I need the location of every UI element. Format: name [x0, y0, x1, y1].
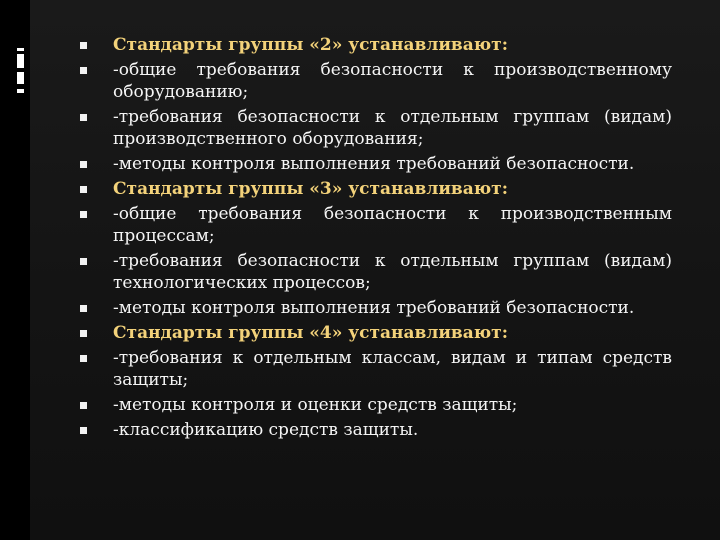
list-item-text: -требования к отдельным классам, видам и типам средств защиты;	[113, 348, 672, 390]
list-item-text: -общие требования безопасности к производственным процессам;	[113, 204, 672, 246]
decor-bar	[17, 72, 24, 84]
square-bullet-icon	[80, 161, 87, 168]
decor-bar	[17, 48, 24, 51]
square-bullet-icon	[80, 402, 87, 409]
square-bullet-icon	[80, 42, 87, 49]
list-item	[76, 297, 672, 319]
list-item-text: -требования безопасности к отдельным группам (видам) производственного оборудования;	[113, 107, 672, 149]
square-bullet-icon	[80, 67, 87, 74]
list-item	[76, 106, 672, 150]
list-item-text: -методы контроля выполнения требований безопасности.	[113, 154, 635, 174]
list-item	[76, 250, 672, 294]
list-item-text: -классификацию средств защиты.	[113, 420, 419, 440]
list-item-text: -методы контроля и оценки средств защиты;	[113, 395, 518, 415]
list-item	[76, 203, 672, 247]
square-bullet-icon	[80, 186, 87, 193]
square-bullet-icon	[80, 258, 87, 265]
list-item-text: -требования безопасности к отдельным группам (видам) технологических процессов;	[113, 251, 672, 293]
bullet-list	[76, 34, 672, 444]
list-item	[76, 394, 672, 416]
square-bullet-icon	[80, 305, 87, 312]
square-bullet-icon	[80, 355, 87, 362]
list-item-text: Стандарты группы «4» устанавливают:	[113, 323, 508, 343]
list-item	[76, 419, 672, 441]
square-bullet-icon	[80, 330, 87, 337]
list-item-text: -общие требования безопасности к производственному оборудованию;	[113, 60, 672, 102]
square-bullet-icon	[80, 114, 87, 121]
list-item-heading	[76, 34, 672, 56]
list-item-heading	[76, 178, 672, 200]
square-bullet-icon	[80, 427, 87, 434]
decor-bar	[17, 54, 24, 68]
list-item-heading	[76, 322, 672, 344]
list-item	[76, 59, 672, 103]
list-item-text: Стандарты группы «3» устанавливают:	[113, 179, 508, 199]
decor-bar	[17, 89, 24, 93]
list-item-text: -методы контроля выполнения требований безопасности.	[113, 298, 635, 318]
square-bullet-icon	[80, 211, 87, 218]
list-item	[76, 347, 672, 391]
list-item	[76, 153, 672, 175]
list-item-text: Стандарты группы «2» устанавливают:	[113, 35, 508, 55]
